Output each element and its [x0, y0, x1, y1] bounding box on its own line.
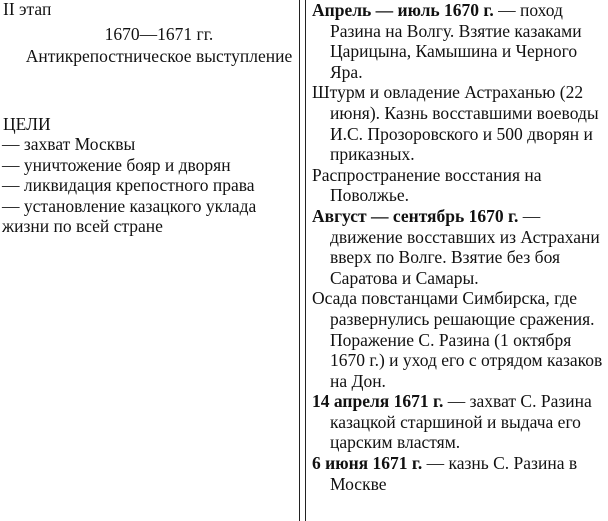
event-date: Апрель — июль 1670 г.	[312, 0, 494, 20]
left-column	[0, 0, 300, 521]
event-entry	[312, 165, 608, 206]
event-date: Август — сентябрь 1670 г.	[312, 205, 519, 226]
column-divider	[305, 0, 306, 521]
event-entry	[312, 391, 608, 453]
right-column	[312, 0, 608, 494]
event-text: — движение восставших из Астрахани вверх по Волге. Взятие без боя Саратова и Самары.	[330, 205, 600, 288]
stage-dates: 1670—1671 гг.	[104, 24, 214, 44]
event-text: — казнь С. Разина в Москве	[330, 453, 578, 494]
event-text: — захват С. Разина казацкой старшиной и выдача его царским властям.	[330, 391, 592, 453]
stage-title: II этап	[3, 0, 52, 19]
event-text: Распространение восстания на Поволжье.	[312, 164, 542, 206]
stage-subtitle: Антикрепостническое выступление	[25, 46, 293, 66]
goal-item: — уничтожение бояр и дворян	[2, 154, 231, 175]
event-entry	[312, 82, 608, 164]
goal-item: — захват Москвы	[2, 134, 136, 154]
event-text: Штурм и овладение Астраханью (22 июня). Казнь восставшими воеводы И.С. Прозоровского и 500 дворян и приказных.	[312, 82, 599, 165]
event-date: 6 июня 1671 г.	[312, 453, 423, 474]
event-entry	[312, 288, 608, 391]
events-list	[312, 0, 608, 494]
event-text: — поход Разина на Волгу. Взятие казаками Царицына, Камышина и Черного Яра.	[330, 0, 582, 82]
goals-heading: ЦЕЛИ	[3, 114, 51, 134]
event-entry	[312, 206, 608, 288]
event-date: 14 апреля 1671 г.	[312, 391, 444, 412]
goal-item: — установление казацкого уклада жизни по всей стране	[2, 195, 257, 237]
event-entry	[312, 453, 608, 494]
goals-list	[2, 134, 298, 237]
goal-item: — ликвидация крепостного права	[2, 175, 255, 196]
event-text: Осада повстанцами Симбирска, где развернулись решающие сражения. Поражение С. Разина (1 октября 1670 г.) и уход его с отрядом казаков на Дон.	[312, 288, 603, 391]
event-entry	[312, 0, 608, 82]
